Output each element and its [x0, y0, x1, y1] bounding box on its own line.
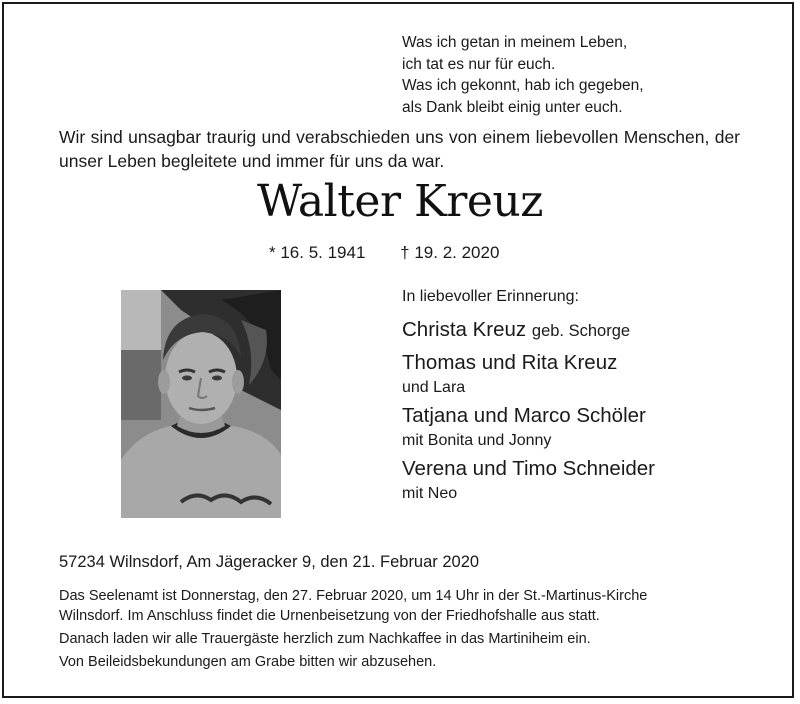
family-name: Tatjana und Marco Schöler [402, 404, 646, 427]
poem [402, 32, 644, 118]
intro-text: Wir sind unsagbar traurig und verabschieden uns von einem liebevollen Menschen, der unser Leben begleitete und immer für uns da war. [59, 127, 740, 171]
poem-line: ich tat es nur für euch. [402, 55, 556, 73]
note-line: Von Beileidsbekundungen am Grabe bitten wir abzusehen. [59, 654, 437, 670]
poem-line: Was ich gekonnt, hab ich gegeben, [402, 77, 644, 94]
note-line: Wilnsdorf. Im Anschluss findet die Urnenbeisetzung von der Friedhofshalle aus statt. [59, 608, 600, 624]
spouse-maiden-name: geb. Schorge [531, 322, 631, 340]
family-name: Thomas und Rita Kreuz [402, 351, 618, 374]
family-members: mit Bonita und Jonny [402, 432, 552, 449]
life-dates [269, 243, 499, 263]
family-members: und Lara [402, 379, 466, 396]
note-line: Das Seelenamt ist Donnerstag, den 27. Februar 2020, um 14 Uhr in der St.-Martinus-Kirche [59, 588, 648, 604]
mourners-list [402, 286, 655, 506]
poem-line: als Dank bleibt einig unter euch. [402, 98, 623, 116]
deceased-name: Walter Kreuz [257, 176, 543, 227]
family-name: Verena und Timo Schneider [402, 457, 655, 480]
poem-line: Was ich getan in meinem Leben, [402, 34, 628, 51]
spouse [402, 317, 655, 344]
birth-date: * 16. 5. 1941 [269, 243, 366, 262]
death-date: † 19. 2. 2020 [400, 243, 500, 262]
place-and-date: 57234 Wilnsdorf, Am Jägeracker 9, den 21. Februar 2020 [59, 553, 480, 571]
note-line: Danach laden wir alle Trauergäste herzlich zum Nachkaffee in das Martiniheim ein. [59, 631, 591, 647]
portrait-photo [121, 290, 281, 518]
spouse-name: Christa Kreuz [402, 318, 527, 341]
family-members: mit Neo [402, 485, 458, 502]
mourners-intro: In liebevoller Erinnerung: [402, 288, 579, 305]
funeral-notes [59, 586, 743, 675]
